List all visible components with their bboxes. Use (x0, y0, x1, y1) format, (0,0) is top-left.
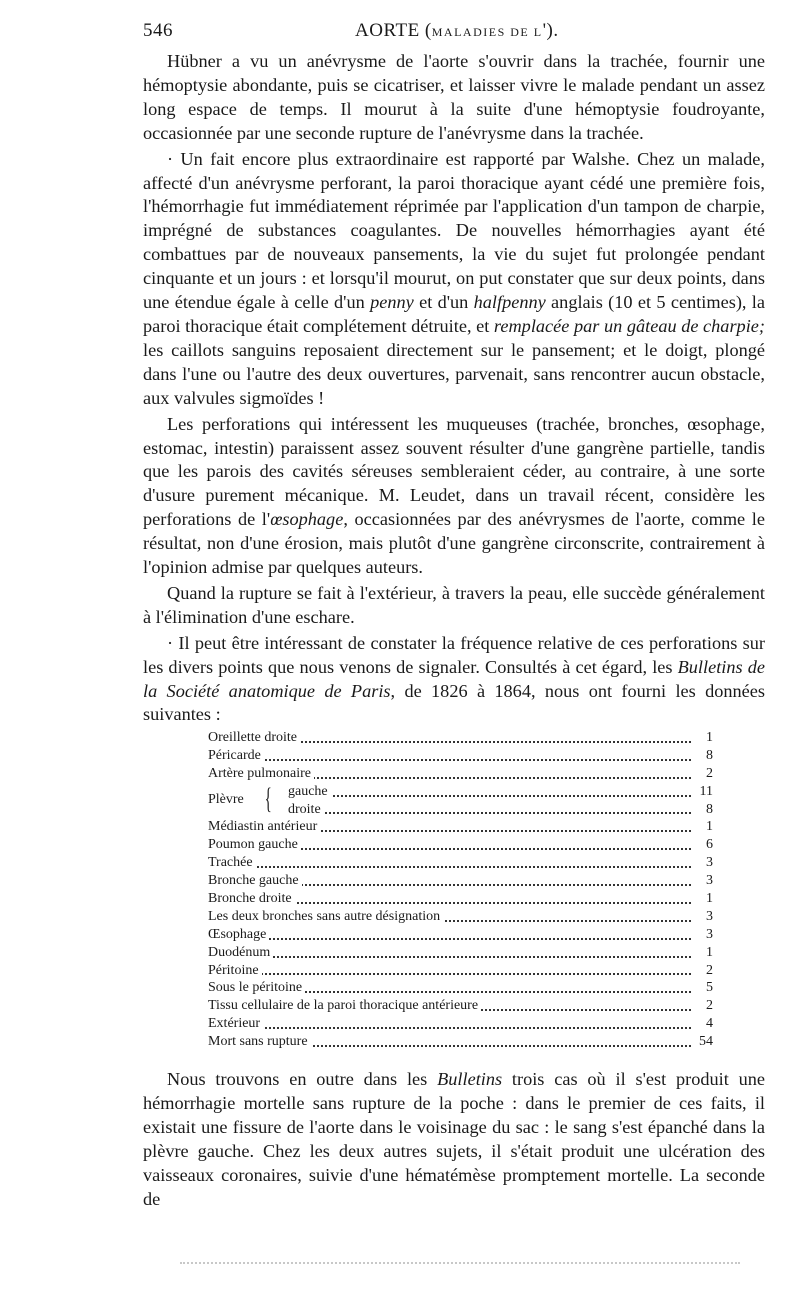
page-number: 546 (143, 20, 173, 41)
brace-glyph: { (264, 781, 272, 815)
running-title (355, 20, 559, 42)
row-label: Artère pulmonaire (208, 766, 314, 781)
row-value: 54 (699, 1034, 713, 1050)
row-label: Mort sans rupture (208, 1034, 311, 1049)
row-label: Duodénum (208, 945, 273, 960)
paragraph-hubner: Hübner a vu un anévrysme de l'aorte s'ouvrir dans la trachée, fournir une hémoptysie abondante, puis se cicatriser, et laisser vivre le malade pendant un assez long espace de temps. Il mourut à la suite d'une hémoptysie foudroyante, occasionnée par une seconde rupture de l'anévrysme dans la trachée. (143, 51, 765, 143)
table-row (208, 962, 713, 980)
row-value: 1 (706, 891, 713, 907)
dot-leader (208, 866, 691, 868)
table-row (208, 854, 713, 872)
text-run: , de 1826 à 1864, nous ont fourni les données suivantes : (143, 680, 765, 725)
row-value: 2 (706, 962, 713, 978)
row-value: 4 (706, 1016, 713, 1032)
table-row (208, 729, 713, 747)
main-text (143, 50, 765, 727)
plevre-group (208, 783, 713, 819)
row-value: 1 (706, 944, 713, 960)
plevre-label: Plèvre (208, 791, 244, 807)
paragraph-frequence (143, 632, 765, 728)
row-value: 3 (706, 873, 713, 889)
row-label: gauche (208, 784, 331, 799)
title-smallcaps: MALADIES DE L (431, 25, 543, 39)
text-run: Nous trouvons en outre dans les (167, 1069, 438, 1089)
row-label: Péricarde (208, 748, 264, 763)
row-label: Œsophage (208, 927, 269, 942)
row-value: 6 (706, 837, 713, 853)
table-row (208, 1015, 713, 1033)
table-row (208, 979, 713, 997)
text-run: · Un fait encore plus extraordinaire est rapporté par Walshe. Chez un malade, affecté d'un anévrysme perforant, la paroi thoracique ayant cédé une première fois, l'hémorrhagie fut immédiatement réprimée par l'application d'un tampon de charpie, imprégné de substances coagulantes. De nouvelles hémorrhagies ayant été combattues par de nouveaux pansements, la vie du sujet fut prolongée pendant cinquante et un jours : et lorsqu'il mourut, on put constater que sur deux points, dans une étendue égale à celle d'un (143, 148, 765, 313)
dot-leader (208, 956, 691, 958)
row-label: Péritoine (208, 963, 262, 978)
dot-leader (208, 938, 691, 940)
table-row (208, 818, 713, 836)
row-value: 5 (706, 980, 713, 996)
table-row (208, 997, 713, 1015)
row-label: Médiastin antérieur (208, 819, 320, 834)
dot-leader (208, 759, 691, 761)
table-row (208, 1033, 713, 1051)
closing-text (143, 1068, 765, 1211)
title-main: AORTE ( (355, 20, 432, 41)
paragraph-closing (143, 1068, 765, 1211)
italic-bulletins: Bulletins (437, 1069, 503, 1089)
italic-oesophage: œsophage (270, 509, 344, 530)
dot-leader (208, 973, 691, 975)
row-value: 2 (706, 765, 713, 781)
row-label: Poumon gauche (208, 837, 301, 852)
table-row (208, 747, 713, 765)
dot-leader (208, 1027, 691, 1029)
table-row (208, 908, 713, 926)
text-run: Les perforations qui intéressent les muqueuses (trachée, bronches, œsophage, estomac, intestin) paraissent assez souvent résulter d'une gangrène partielle, tandis que les parois des cavités séreuses sembleraient céder, au contraire, à une sorte d'usure purement mécanique. M. Leudet, dans un travail récent, considère les perforations de l' (143, 413, 765, 530)
row-value: 3 (706, 908, 713, 924)
table-row (208, 783, 713, 801)
italic-bulletins: Bulletins de la Société anatomique de Paris (143, 656, 765, 701)
text-run: · Il peut être intéressant de constater la fréquence relative de ces perforations sur les divers points que nous venons de signaler. Consultés à cet égard, les (143, 632, 765, 677)
row-label: Extérieur (208, 1016, 263, 1031)
text-run: les caillots sanguins reposaient directement sur le pansement; et le doigt, plongé dans l'une ou l'autre des deux ouvertures, parvenait, sans rencontrer aucun obstacle, aux valvules sigmoïdes ! (143, 339, 765, 408)
text-run: et d'un (413, 292, 474, 313)
italic-remplacee: remplacée par un gâteau de charpie; (493, 315, 765, 336)
table-row (208, 944, 713, 962)
row-value: 8 (706, 801, 713, 817)
title-end: '). (542, 20, 559, 41)
row-label: droite (208, 802, 324, 817)
row-value: 3 (706, 926, 713, 942)
paragraph-rupture: Quand la rupture se fait à l'extérieur, à travers la peau, elle succède généralement à l'élimination d'une eschare. (143, 582, 765, 627)
table-row (208, 836, 713, 854)
italic-halfpenny: halfpenny (473, 292, 546, 313)
paragraph-perforations (143, 413, 765, 580)
row-value: 1 (706, 819, 713, 835)
row-value: 8 (706, 747, 713, 763)
perforation-table (208, 729, 713, 1051)
row-value: 3 (706, 855, 713, 871)
row-value: 11 (699, 783, 713, 799)
row-label: Bronche droite (208, 891, 295, 906)
row-value: 1 (706, 730, 713, 745)
row-value: 2 (706, 998, 713, 1014)
row-label: Bronche gauche (208, 873, 302, 888)
row-label: Trachée (208, 855, 256, 870)
row-label: Sous le péritoine (208, 980, 305, 995)
table-row (208, 872, 713, 890)
running-header (143, 20, 764, 46)
table-row (208, 926, 713, 944)
table-row (208, 801, 713, 819)
paragraph-walshe (143, 148, 765, 411)
italic-penny: penny (370, 292, 414, 313)
table-row (208, 890, 713, 908)
row-label: Oreillette droite (208, 730, 300, 745)
table-row (208, 765, 713, 783)
scan-bleed-through (180, 1260, 740, 1264)
text-run: trois cas où il s'est produit une hémorrhagie mortelle sans rupture de la poche : dans le premier de ces faits, il existait une fissure de l'aorte dans le voisinage du sac : le sang s'est épanché dans la plèvre gauche. Chez les deux autres sujets, il s'était produit une ulcération des vaisseaux coronaires, suivie d'une hématémèse promptement mortelle. La seconde de (143, 1069, 766, 1209)
row-label: Tissu cellulaire de la paroi thoracique antérieure (208, 998, 481, 1013)
row-label: Les deux bronches sans autre désignation (208, 909, 443, 924)
text-run: , occasionnées par des anévrysmes de l'aorte, comme le résultat, non d'une érosion, mais plutôt d'une gangrène circonscrite, contrairement à l'opinion admise par quelques auteurs. (143, 509, 765, 578)
text-run: anglais (10 et 5 centimes), la paroi thoracique était complétement détruite, et (143, 292, 765, 336)
